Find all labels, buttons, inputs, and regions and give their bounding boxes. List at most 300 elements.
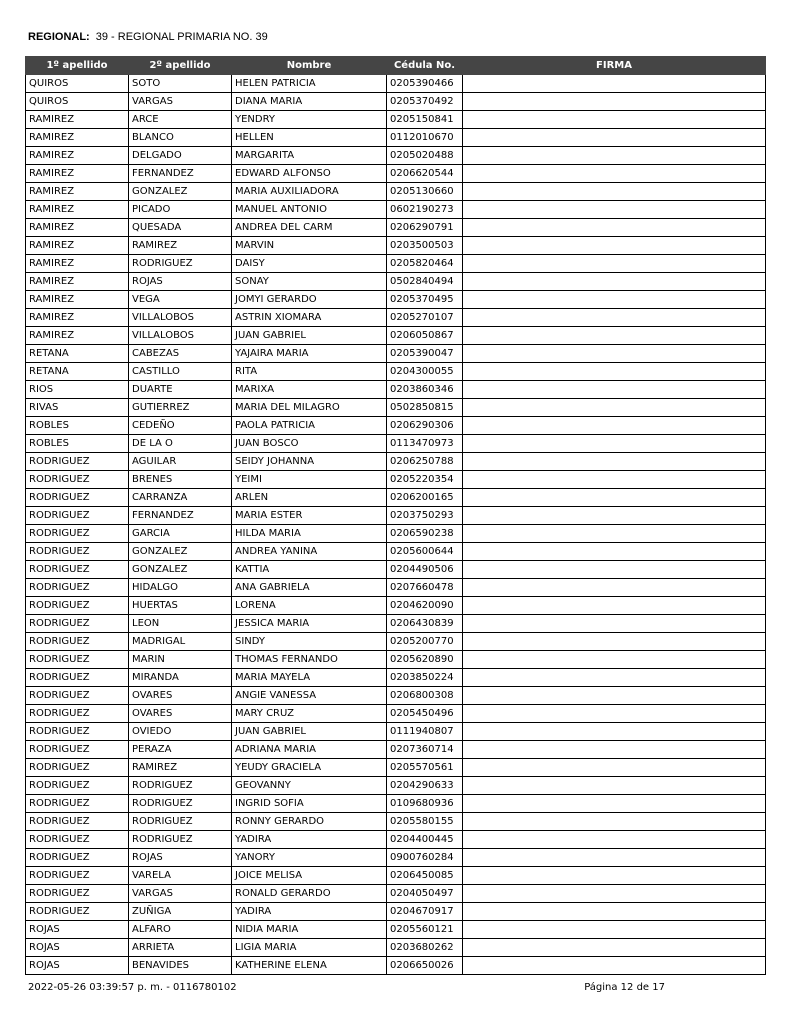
second-surname-cell: BENAVIDES (129, 957, 232, 975)
second-surname-cell: QUESADA (129, 219, 232, 237)
id-cell: 0206290306 (387, 417, 463, 435)
signature-cell[interactable] (463, 633, 766, 651)
name-cell: RONNY GERARDO (232, 813, 387, 831)
id-cell: 0206450085 (387, 867, 463, 885)
signature-table (25, 56, 766, 975)
first-surname-cell: RODRIGUEZ (26, 489, 129, 507)
id-cell: 0204050497 (387, 885, 463, 903)
name-cell: SINDY (232, 633, 387, 651)
first-surname-cell: RETANA (26, 363, 129, 381)
id-cell: 0205580155 (387, 813, 463, 831)
name-cell: MARIA AUXILIADORA (232, 183, 387, 201)
table-row (26, 255, 766, 273)
first-surname-cell: RODRIGUEZ (26, 813, 129, 831)
name-cell: DAISY (232, 255, 387, 273)
id-cell: 0205270107 (387, 309, 463, 327)
second-surname-cell: DUARTE (129, 381, 232, 399)
second-surname-cell: ZUÑIGA (129, 903, 232, 921)
first-surname-cell: RAMIREZ (26, 309, 129, 327)
second-surname-cell: VARGAS (129, 93, 232, 111)
signature-cell[interactable] (463, 795, 766, 813)
table-row (26, 129, 766, 147)
signature-cell[interactable] (463, 93, 766, 111)
signature-cell[interactable] (463, 381, 766, 399)
name-cell: ANDREA YANINA (232, 543, 387, 561)
signature-cell[interactable] (463, 723, 766, 741)
id-cell: 0502840494 (387, 273, 463, 291)
table-row (26, 561, 766, 579)
signature-cell[interactable] (463, 705, 766, 723)
first-surname-cell: RODRIGUEZ (26, 615, 129, 633)
signature-cell[interactable] (463, 417, 766, 435)
signature-cell[interactable] (463, 471, 766, 489)
signature-cell[interactable] (463, 219, 766, 237)
name-cell: MARIXA (232, 381, 387, 399)
id-cell: 0205620890 (387, 651, 463, 669)
name-cell: YAJAIRA MARIA (232, 345, 387, 363)
signature-cell[interactable] (463, 957, 766, 975)
footer-timestamp: 2022-05-26 03:39:57 p. m. - 0116780102 (28, 982, 237, 993)
name-cell: EDWARD ALFONSO (232, 165, 387, 183)
second-surname-cell: PICADO (129, 201, 232, 219)
first-surname-cell: RAMIREZ (26, 255, 129, 273)
id-cell: 0205560121 (387, 921, 463, 939)
regional-value: 39 - REGIONAL PRIMARIA NO. 39 (95, 31, 268, 43)
first-surname-cell: RODRIGUEZ (26, 525, 129, 543)
id-cell: 0206620544 (387, 165, 463, 183)
signature-cell[interactable] (463, 579, 766, 597)
name-cell: JOICE MELISA (232, 867, 387, 885)
id-cell: 0205820464 (387, 255, 463, 273)
table-row (26, 417, 766, 435)
second-surname-cell: DELGADO (129, 147, 232, 165)
id-cell: 0205200770 (387, 633, 463, 651)
table-row (26, 687, 766, 705)
id-cell: 0205020488 (387, 147, 463, 165)
table-row (26, 867, 766, 885)
second-surname-cell: SOTO (129, 75, 232, 93)
first-surname-cell: RODRIGUEZ (26, 723, 129, 741)
signature-cell[interactable] (463, 165, 766, 183)
id-cell: 0205390047 (387, 345, 463, 363)
table-row (26, 489, 766, 507)
second-surname-cell: CASTILLO (129, 363, 232, 381)
first-surname-cell: RAMIREZ (26, 327, 129, 345)
table-row (26, 381, 766, 399)
regional-label: REGIONAL: (28, 31, 90, 43)
signature-cell[interactable] (463, 201, 766, 219)
name-cell: RONALD GERARDO (232, 885, 387, 903)
second-surname-cell: RODRIGUEZ (129, 795, 232, 813)
id-cell: 0204290633 (387, 777, 463, 795)
first-surname-cell: RODRIGUEZ (26, 687, 129, 705)
second-surname-cell: ROJAS (129, 849, 232, 867)
name-cell: YADIRA (232, 831, 387, 849)
signature-cell[interactable] (463, 615, 766, 633)
second-surname-cell: HIDALGO (129, 579, 232, 597)
table-row (26, 813, 766, 831)
first-surname-cell: ROBLES (26, 417, 129, 435)
id-cell: 0205570561 (387, 759, 463, 777)
table-row (26, 651, 766, 669)
second-surname-cell: GONZALEZ (129, 183, 232, 201)
table-row (26, 201, 766, 219)
id-cell: 0502850815 (387, 399, 463, 417)
signature-cell[interactable] (463, 399, 766, 417)
name-cell: HELEN PATRICIA (232, 75, 387, 93)
first-surname-cell: RODRIGUEZ (26, 867, 129, 885)
id-cell: 0112010670 (387, 129, 463, 147)
name-cell: YANORY (232, 849, 387, 867)
second-surname-cell: RODRIGUEZ (129, 777, 232, 795)
table-row (26, 507, 766, 525)
signature-cell[interactable] (463, 597, 766, 615)
name-cell: ASTRIN XIOMARA (232, 309, 387, 327)
name-cell: GEOVANNY (232, 777, 387, 795)
name-cell: ANGIE VANESSA (232, 687, 387, 705)
first-surname-cell: RODRIGUEZ (26, 777, 129, 795)
name-cell: DIANA MARIA (232, 93, 387, 111)
signature-cell[interactable] (463, 525, 766, 543)
second-surname-cell: PERAZA (129, 741, 232, 759)
signature-cell[interactable] (463, 111, 766, 129)
signature-cell[interactable] (463, 921, 766, 939)
table-row (26, 327, 766, 345)
signature-cell[interactable] (463, 147, 766, 165)
id-cell: 0205220354 (387, 471, 463, 489)
id-cell: 0109680936 (387, 795, 463, 813)
id-cell: 0203860346 (387, 381, 463, 399)
table-row (26, 147, 766, 165)
second-surname-cell: FERNANDEZ (129, 165, 232, 183)
id-cell: 0203850224 (387, 669, 463, 687)
name-cell: JUAN GABRIEL (232, 327, 387, 345)
table-row (26, 723, 766, 741)
second-surname-cell: RAMIREZ (129, 237, 232, 255)
first-surname-cell: RAMIREZ (26, 219, 129, 237)
signature-cell[interactable] (463, 129, 766, 147)
name-cell: MARVIN (232, 237, 387, 255)
signature-cell[interactable] (463, 903, 766, 921)
id-cell: 0204490506 (387, 561, 463, 579)
first-surname-cell: RODRIGUEZ (26, 759, 129, 777)
id-cell: 0207360714 (387, 741, 463, 759)
first-surname-cell: RODRIGUEZ (26, 741, 129, 759)
table-row (26, 543, 766, 561)
id-cell: 0203750293 (387, 507, 463, 525)
second-surname-cell: LEON (129, 615, 232, 633)
name-cell: INGRID SOFIA (232, 795, 387, 813)
second-surname-cell: FERNANDEZ (129, 507, 232, 525)
second-surname-cell: VEGA (129, 291, 232, 309)
second-surname-cell: DE LA O (129, 435, 232, 453)
second-surname-cell: OVARES (129, 687, 232, 705)
first-surname-cell: RAMIREZ (26, 183, 129, 201)
first-surname-cell: ROJAS (26, 957, 129, 975)
signature-cell[interactable] (463, 759, 766, 777)
first-surname-cell: RODRIGUEZ (26, 507, 129, 525)
second-surname-cell: RODRIGUEZ (129, 813, 232, 831)
signature-cell[interactable] (463, 831, 766, 849)
table-row (26, 525, 766, 543)
signature-cell[interactable] (463, 669, 766, 687)
first-surname-cell: RIVAS (26, 399, 129, 417)
first-surname-cell: RODRIGUEZ (26, 579, 129, 597)
signature-cell[interactable] (463, 813, 766, 831)
name-cell: HELLEN (232, 129, 387, 147)
name-cell: JESSICA MARIA (232, 615, 387, 633)
first-surname-cell: RODRIGUEZ (26, 831, 129, 849)
table-row (26, 615, 766, 633)
table-row (26, 705, 766, 723)
table-row (26, 399, 766, 417)
table-row (26, 93, 766, 111)
first-surname-cell: RODRIGUEZ (26, 561, 129, 579)
signature-cell[interactable] (463, 453, 766, 471)
id-cell: 0206290791 (387, 219, 463, 237)
second-surname-cell: VILLALOBOS (129, 309, 232, 327)
signature-cell[interactable] (463, 75, 766, 93)
id-cell: 0206250788 (387, 453, 463, 471)
table-row (26, 903, 766, 921)
name-cell: SEIDY JOHANNA (232, 453, 387, 471)
id-cell: 0206200165 (387, 489, 463, 507)
table-row (26, 219, 766, 237)
signature-cell[interactable] (463, 651, 766, 669)
id-cell: 0207660478 (387, 579, 463, 597)
table-row (26, 831, 766, 849)
id-cell: 0206800308 (387, 687, 463, 705)
signature-cell[interactable] (463, 309, 766, 327)
table-row (26, 579, 766, 597)
signature-cell[interactable] (463, 291, 766, 309)
table-row (26, 273, 766, 291)
name-cell: RITA (232, 363, 387, 381)
name-cell: YEUDY GRACIELA (232, 759, 387, 777)
signature-cell[interactable] (463, 345, 766, 363)
second-surname-cell: RAMIREZ (129, 759, 232, 777)
name-cell: MARIA DEL MILAGRO (232, 399, 387, 417)
second-surname-cell: AGUILAR (129, 453, 232, 471)
first-surname-cell: ROJAS (26, 939, 129, 957)
first-surname-cell: RAMIREZ (26, 237, 129, 255)
id-cell: 0205150841 (387, 111, 463, 129)
first-surname-cell: RAMIREZ (26, 291, 129, 309)
second-surname-cell: MADRIGAL (129, 633, 232, 651)
table-row (26, 291, 766, 309)
signature-cell[interactable] (463, 885, 766, 903)
signature-cell[interactable] (463, 237, 766, 255)
name-cell: PAOLA PATRICIA (232, 417, 387, 435)
name-cell: MARY CRUZ (232, 705, 387, 723)
second-surname-cell: OVIEDO (129, 723, 232, 741)
first-surname-cell: RODRIGUEZ (26, 471, 129, 489)
table-row (26, 183, 766, 201)
first-surname-cell: RODRIGUEZ (26, 453, 129, 471)
second-surname-cell: BLANCO (129, 129, 232, 147)
second-surname-cell: VILLALOBOS (129, 327, 232, 345)
footer-page-number: Página 12 de 17 (584, 982, 665, 993)
signature-cell[interactable] (463, 849, 766, 867)
second-surname-cell: MARIN (129, 651, 232, 669)
second-surname-cell: ARRIETA (129, 939, 232, 957)
first-surname-cell: RIOS (26, 381, 129, 399)
first-surname-cell: RODRIGUEZ (26, 669, 129, 687)
signature-cell[interactable] (463, 777, 766, 795)
second-surname-cell: VARELA (129, 867, 232, 885)
table-row (26, 453, 766, 471)
first-surname-cell: RETANA (26, 345, 129, 363)
name-cell: YEIMI (232, 471, 387, 489)
name-cell: HILDA MARIA (232, 525, 387, 543)
signature-cell[interactable] (463, 687, 766, 705)
name-cell: SONAY (232, 273, 387, 291)
table-row (26, 939, 766, 957)
id-cell: 0206650026 (387, 957, 463, 975)
table-row (26, 435, 766, 453)
name-cell: NIDIA MARIA (232, 921, 387, 939)
first-surname-cell: RAMIREZ (26, 201, 129, 219)
table-row (26, 669, 766, 687)
name-cell: YADIRA (232, 903, 387, 921)
table-row (26, 309, 766, 327)
id-cell: 0205390466 (387, 75, 463, 93)
signature-cell[interactable] (463, 183, 766, 201)
col-header-id: Cédula No. (387, 57, 463, 75)
id-cell: 0203500503 (387, 237, 463, 255)
name-cell: JUAN BOSCO (232, 435, 387, 453)
table-row (26, 795, 766, 813)
col-header-name: Nombre (232, 57, 387, 75)
table-header-row (26, 57, 766, 75)
table-row (26, 597, 766, 615)
second-surname-cell: HUERTAS (129, 597, 232, 615)
second-surname-cell: ARCE (129, 111, 232, 129)
name-cell: MARIA MAYELA (232, 669, 387, 687)
name-cell: KATHERINE ELENA (232, 957, 387, 975)
first-surname-cell: RAMIREZ (26, 165, 129, 183)
col-header-signature: FIRMA (463, 57, 766, 75)
first-surname-cell: ROJAS (26, 921, 129, 939)
table-row (26, 345, 766, 363)
signature-cell[interactable] (463, 867, 766, 885)
signature-cell[interactable] (463, 255, 766, 273)
second-surname-cell: OVARES (129, 705, 232, 723)
name-cell: MANUEL ANTONIO (232, 201, 387, 219)
signature-cell[interactable] (463, 327, 766, 345)
second-surname-cell: GONZALEZ (129, 543, 232, 561)
first-surname-cell: RODRIGUEZ (26, 903, 129, 921)
first-surname-cell: QUIROS (26, 75, 129, 93)
id-cell: 0602190273 (387, 201, 463, 219)
second-surname-cell: GARCIA (129, 525, 232, 543)
id-cell: 0205370492 (387, 93, 463, 111)
table-row (26, 633, 766, 651)
name-cell: JUAN GABRIEL (232, 723, 387, 741)
first-surname-cell: RODRIGUEZ (26, 651, 129, 669)
id-cell: 0204670917 (387, 903, 463, 921)
second-surname-cell: MIRANDA (129, 669, 232, 687)
id-cell: 0205600644 (387, 543, 463, 561)
second-surname-cell: ROJAS (129, 273, 232, 291)
second-surname-cell: BRENES (129, 471, 232, 489)
first-surname-cell: RODRIGUEZ (26, 633, 129, 651)
name-cell: MARGARITA (232, 147, 387, 165)
first-surname-cell: RODRIGUEZ (26, 705, 129, 723)
name-cell: ANA GABRIELA (232, 579, 387, 597)
table-row (26, 75, 766, 93)
id-cell: 0204300055 (387, 363, 463, 381)
table-row (26, 165, 766, 183)
signature-cell[interactable] (463, 273, 766, 291)
table-row (26, 741, 766, 759)
first-surname-cell: RAMIREZ (26, 147, 129, 165)
name-cell: ADRIANA MARIA (232, 741, 387, 759)
id-cell: 0203680262 (387, 939, 463, 957)
second-surname-cell: GUTIERREZ (129, 399, 232, 417)
second-surname-cell: CABEZAS (129, 345, 232, 363)
signature-cell[interactable] (463, 741, 766, 759)
second-surname-cell: GONZALEZ (129, 561, 232, 579)
id-cell: 0204620090 (387, 597, 463, 615)
signature-cell[interactable] (463, 489, 766, 507)
first-surname-cell: RODRIGUEZ (26, 543, 129, 561)
first-surname-cell: RODRIGUEZ (26, 849, 129, 867)
id-cell: 0206430839 (387, 615, 463, 633)
second-surname-cell: RODRIGUEZ (129, 831, 232, 849)
regional-header (28, 31, 268, 43)
first-surname-cell: RAMIREZ (26, 129, 129, 147)
signature-cell[interactable] (463, 507, 766, 525)
signature-cell[interactable] (463, 363, 766, 381)
second-surname-cell: RODRIGUEZ (129, 255, 232, 273)
table-row (26, 237, 766, 255)
table-row (26, 885, 766, 903)
first-surname-cell: QUIROS (26, 93, 129, 111)
name-cell: LIGIA MARIA (232, 939, 387, 957)
first-surname-cell: RODRIGUEZ (26, 885, 129, 903)
first-surname-cell: ROBLES (26, 435, 129, 453)
id-cell: 0206050867 (387, 327, 463, 345)
id-cell: 0206590238 (387, 525, 463, 543)
second-surname-cell: CEDEÑO (129, 417, 232, 435)
table-row (26, 921, 766, 939)
first-surname-cell: RAMIREZ (26, 111, 129, 129)
first-surname-cell: RODRIGUEZ (26, 597, 129, 615)
name-cell: THOMAS FERNANDO (232, 651, 387, 669)
table-row (26, 777, 766, 795)
name-cell: JOMYI GERARDO (232, 291, 387, 309)
id-cell: 0205130660 (387, 183, 463, 201)
name-cell: KATTIA (232, 561, 387, 579)
second-surname-cell: ALFARO (129, 921, 232, 939)
name-cell: ANDREA DEL CARM (232, 219, 387, 237)
second-surname-cell: CARRANZA (129, 489, 232, 507)
name-cell: YENDRY (232, 111, 387, 129)
first-surname-cell: RODRIGUEZ (26, 795, 129, 813)
name-cell: LORENA (232, 597, 387, 615)
first-surname-cell: RAMIREZ (26, 273, 129, 291)
second-surname-cell: VARGAS (129, 885, 232, 903)
id-cell: 0113470973 (387, 435, 463, 453)
id-cell: 0205370495 (387, 291, 463, 309)
id-cell: 0900760284 (387, 849, 463, 867)
signature-cell[interactable] (463, 543, 766, 561)
signature-cell[interactable] (463, 435, 766, 453)
id-cell: 0205450496 (387, 705, 463, 723)
signature-cell[interactable] (463, 561, 766, 579)
signature-cell[interactable] (463, 939, 766, 957)
